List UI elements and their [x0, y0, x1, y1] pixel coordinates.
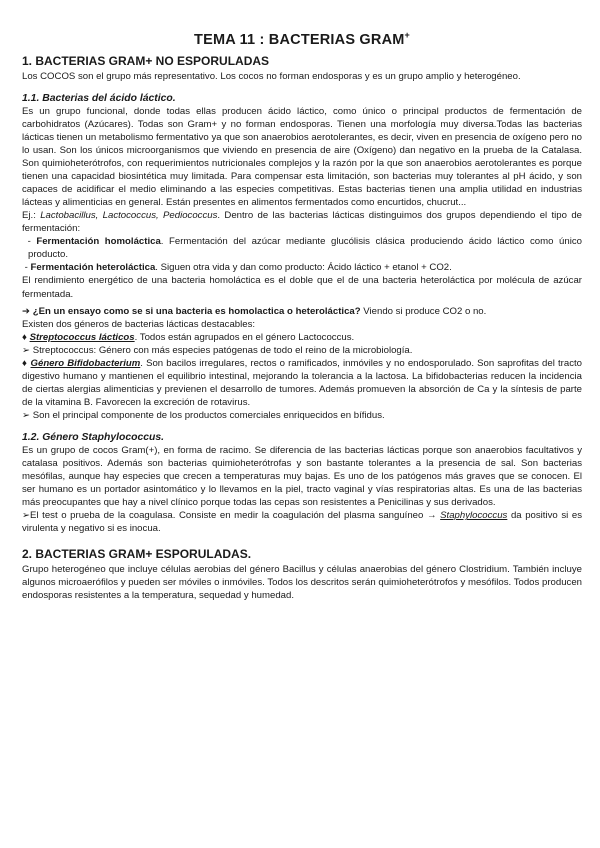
- section-1-2-paragraph: Es un grupo de cocos Gram(+), en forma de racimo. Se diferencia de las bacterias lácticas porque son anaerobios facultativos y catalasa positivos. Además son bacterias quimioheterótrofas y son bastante tolerantes a la presencia de sal. Son bacterias mesófilas, aunque hay especies que crecen a temperaturas muy bajas. Es uno de los patógenos más graves que se conocen. El ser humano es un portador asintomático y lo llevamos en la piel, tracto vaginal y vías respiratorias altas. Es una de las bacterias más preocupantes que hay a nivel clínico porque todas las cepas son resistentes a Penicilinas y sus derivados.: [22, 445, 582, 509]
- section-1-intro: Los COCOS son el grupo más representativo. Los cocos no forman endosporas y es un grupo amplio y heterogéneo.: [22, 70, 521, 82]
- diamond-bullet-icon: ♦: [22, 357, 28, 369]
- arrowhead-bullet-icon: ➢: [22, 344, 31, 356]
- question-line: ➔ ¿En un ensayo como se si una bacteria es homolactica o heteroláctica? Viendo si produce CO2 o no.: [22, 305, 487, 317]
- section-1-1-paragraph: Es un grupo funcional, donde todas ellas producen ácido láctico, como único o principal productos de fermentación de carbohidratos (Azúcares). Todas son Gram+ y no forman endosporas. Tienen una morfología muy diversa.Todas las bacterias lácticas tienen un metabolismo fermentativo ya que son anaerobios aerotolerantes, es decir, viven en presencia de oxígeno pero no lo usan. Son los únicos microorganismos que viviendo en presencia de aire (Oxígeno) dan negativo en la prueba de la Catalasa. Son quimioheterótrofos, con requerimientos nutricionales complejos y la razón por la que son anaerobios aerotolerantes es porque tienen una capacidad biosintética muy limitada. Para compensar esta limitación, son bacterias muy tolerantes al pH ácido, y son capaces de acidificar el medio eliminando a las especies competitivas. Estas bacterias tienen una amplia utilidad en industrias lácteas y alimenticias en general. Están presentes en alimentos fermentados como encurtidos, chucrut...: [22, 105, 582, 209]
- arrowhead-bullet-icon: ➢: [22, 510, 31, 522]
- genera-intro: Existen dos géneros de bacterias lácticas destacables:: [22, 318, 256, 330]
- document-page: [22, 30, 582, 602]
- section-1-heading: 1. BACTERIAS GRAM+ NO ESPORULADAS: [22, 53, 270, 68]
- document-title: TEMA 11 : BACTERIAS GRAM+: [194, 30, 410, 48]
- section-1-2-heading: 1.2. Género Staphylococcus.: [22, 432, 165, 443]
- heterolactic-item: - Fermentación heteroláctica. Siguen otra vida y dan como producto: Ácido láctico + etanol + CO2.: [22, 262, 452, 274]
- yield-paragraph: El rendimiento energético de una bacteria homoláctica es el doble que el de una bacteria heteroláctica por molécula de azúcar fermentada.: [22, 275, 582, 300]
- arrowhead-bullet-icon: ➢: [22, 409, 31, 421]
- homolactic-item: - Fermentación homoláctica. Fermentación del azúcar mediante glucólisis clásica produciendo ácido láctico como único producto.: [22, 236, 582, 261]
- streptococcus-subitem: ➢ Streptococcus: Género con más especies patógenas de todo el reino de la microbiología.: [22, 344, 413, 356]
- examples-paragraph: Ej.: Lactobacillus, Lactococcus, Pediococcus. Dentro de las bacterias lácticas distinguimos dos grupos dependiendo el tipo de fermentación:: [22, 210, 582, 235]
- section-2-heading: 2. BACTERIAS GRAM+ ESPORULADAS.: [22, 547, 252, 562]
- section-1-1-heading: 1.1. Bacterias del ácido láctico.: [22, 92, 176, 104]
- coagulase-test-line: ➢El test o prueba de la coagulasa. Consiste en medir la coagulación del plasma sanguíneo → Staphylococcus da positivo si es virulenta y negativo si es inocua.: [22, 510, 582, 535]
- arrow-icon: ➔: [22, 305, 31, 317]
- diamond-bullet-icon: ♦: [22, 331, 27, 343]
- streptococcus-item: ♦ Streptococcus lácticos. Todos están agrupados en el género Lactococcus.: [22, 331, 355, 343]
- bifidobacterium-item: ♦ Género Bifidobacterium. Son bacilos irregulares, rectos o ramificados, inmóviles y no endosporulado. Son saprofitas del tracto digestivo humano y mantienen el equilibrio intestinal, mejorando la tolerancia a la lactosa. La bifidobacterias reducen la incidencia de ciertas alergias alimenticias y previenen el desarrollo de tumores. Además promueven la absorción de Ca y la síntesis de parte de la vitamina B. Favorecen la excreción de rotavirus.: [22, 357, 582, 408]
- bifidobacterium-subitem: ➢ Son el principal componente de los productos comerciales enriquecidos en bífidus.: [22, 409, 385, 421]
- section-2-paragraph: Grupo heterogéneo que incluye células aerobias del género Bacillus y células anaerobias del género Clostridium. También incluye algunos microaerófilos y pueden ser móviles o inmóviles. Todos los descritos serán quimioheterótrofos y mesófilos. Todos producen endosporas resistentes a la temperatura, sequedad y humedad.: [22, 564, 582, 602]
